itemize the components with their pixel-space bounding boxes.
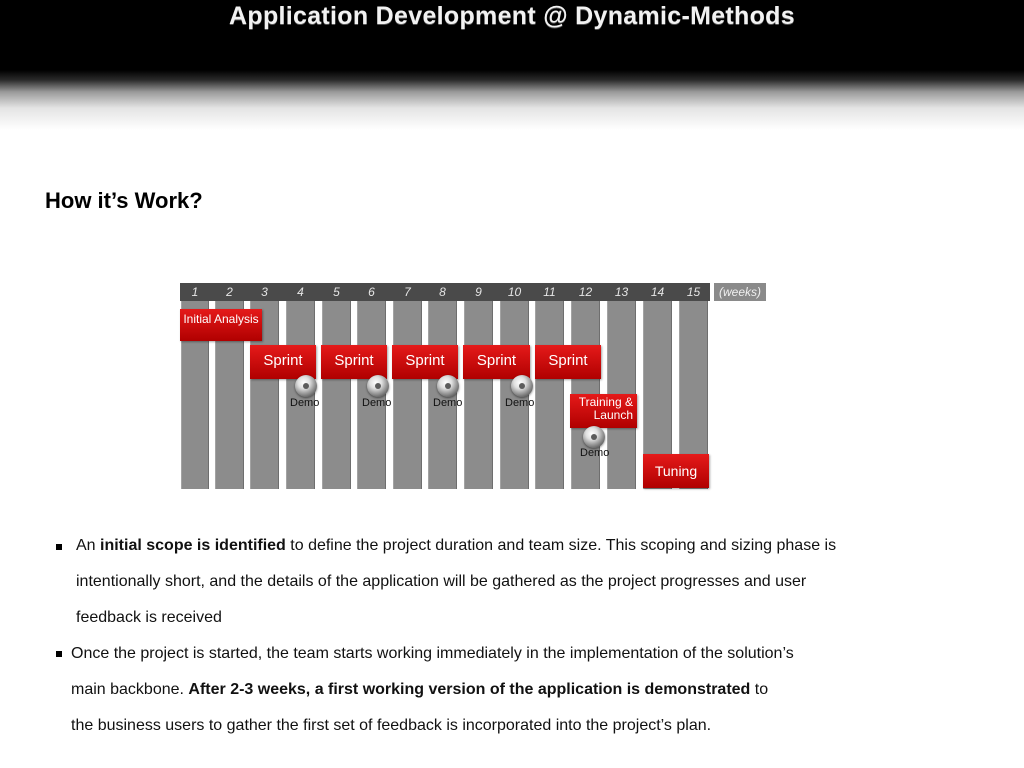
demo-disc-icon xyxy=(583,426,605,448)
phase-sprint-1: Sprint xyxy=(250,345,316,379)
demo-disc-icon xyxy=(367,375,389,397)
bullet-2-line-2: main backbone. After 2-3 weeks, a first working version of the application is demonstrated to xyxy=(71,681,769,698)
demo-label: Demo xyxy=(433,397,463,409)
week-number: 2 xyxy=(226,285,233,299)
week-number: 11 xyxy=(543,285,556,299)
week-number: 1 xyxy=(191,285,199,299)
slide-header xyxy=(0,0,1024,130)
bullet-1-line-1: An initial scope is identified to define the project duration and team size. This scoping and sizing phase is xyxy=(76,537,837,554)
week-unit-label: (weeks) xyxy=(714,283,766,301)
demo-label: Demo xyxy=(580,447,610,459)
week-number: 4 xyxy=(297,285,304,299)
bullet-2-line-1: Once the project is started, the team starts working immediately in the implementation of the solution’s xyxy=(71,645,794,662)
phase-initial-analysis: Initial Analysis xyxy=(180,309,262,341)
section-heading: How it’s Work? xyxy=(45,188,203,213)
week-number: 7 xyxy=(404,285,411,299)
week-number: 12 xyxy=(578,285,593,299)
week-number: 5 xyxy=(333,285,340,299)
demo-disc-icon xyxy=(511,375,533,397)
week-number: 3 xyxy=(261,285,268,299)
week-number: 8 xyxy=(439,285,446,299)
demo-label: Demo xyxy=(362,397,392,409)
week-column xyxy=(322,301,351,489)
phase-training-launch: Training & Launch xyxy=(570,394,637,428)
phase-tuning: Tuning xyxy=(643,454,709,488)
bullet-1-emphasis: initial scope is identified xyxy=(100,537,286,554)
phase-sprint-5: Sprint xyxy=(535,345,601,379)
demo-label: Demo xyxy=(290,397,320,409)
timeline-diagram xyxy=(180,283,768,490)
phase-sprint-4: Sprint xyxy=(463,345,530,379)
phase-sprint-3: Sprint xyxy=(392,345,458,379)
bullet-marker xyxy=(56,651,62,657)
week-number: 10 xyxy=(507,285,522,299)
week-number: 6 xyxy=(368,285,375,299)
demo-disc-icon xyxy=(295,375,317,397)
week-number: 9 xyxy=(475,285,482,299)
bullet-1-line-3: feedback is received xyxy=(76,609,222,626)
bullet-marker xyxy=(56,544,62,550)
demo-label: Demo xyxy=(505,397,535,409)
week-number: 14 xyxy=(650,285,665,299)
bullet-1-line-2: intentionally short, and the details of the application will be gathered as the project progresses and user xyxy=(76,573,807,590)
week-column xyxy=(535,301,564,489)
week-number: 15 xyxy=(686,285,701,299)
slide-title: Application Development @ Dynamic-Methods xyxy=(229,2,795,30)
week-number: 13 xyxy=(614,285,629,299)
phase-sprint-2: Sprint xyxy=(321,345,387,379)
week-column xyxy=(393,301,422,489)
bullet-2-line-3: the business users to gather the first set of feedback is incorporated into the project’s plan. xyxy=(71,717,712,734)
demo-disc-icon xyxy=(437,375,459,397)
week-column xyxy=(464,301,493,489)
bullet-2-emphasis: After 2-3 weeks, a first working version of the application is demonstrated xyxy=(188,681,751,698)
